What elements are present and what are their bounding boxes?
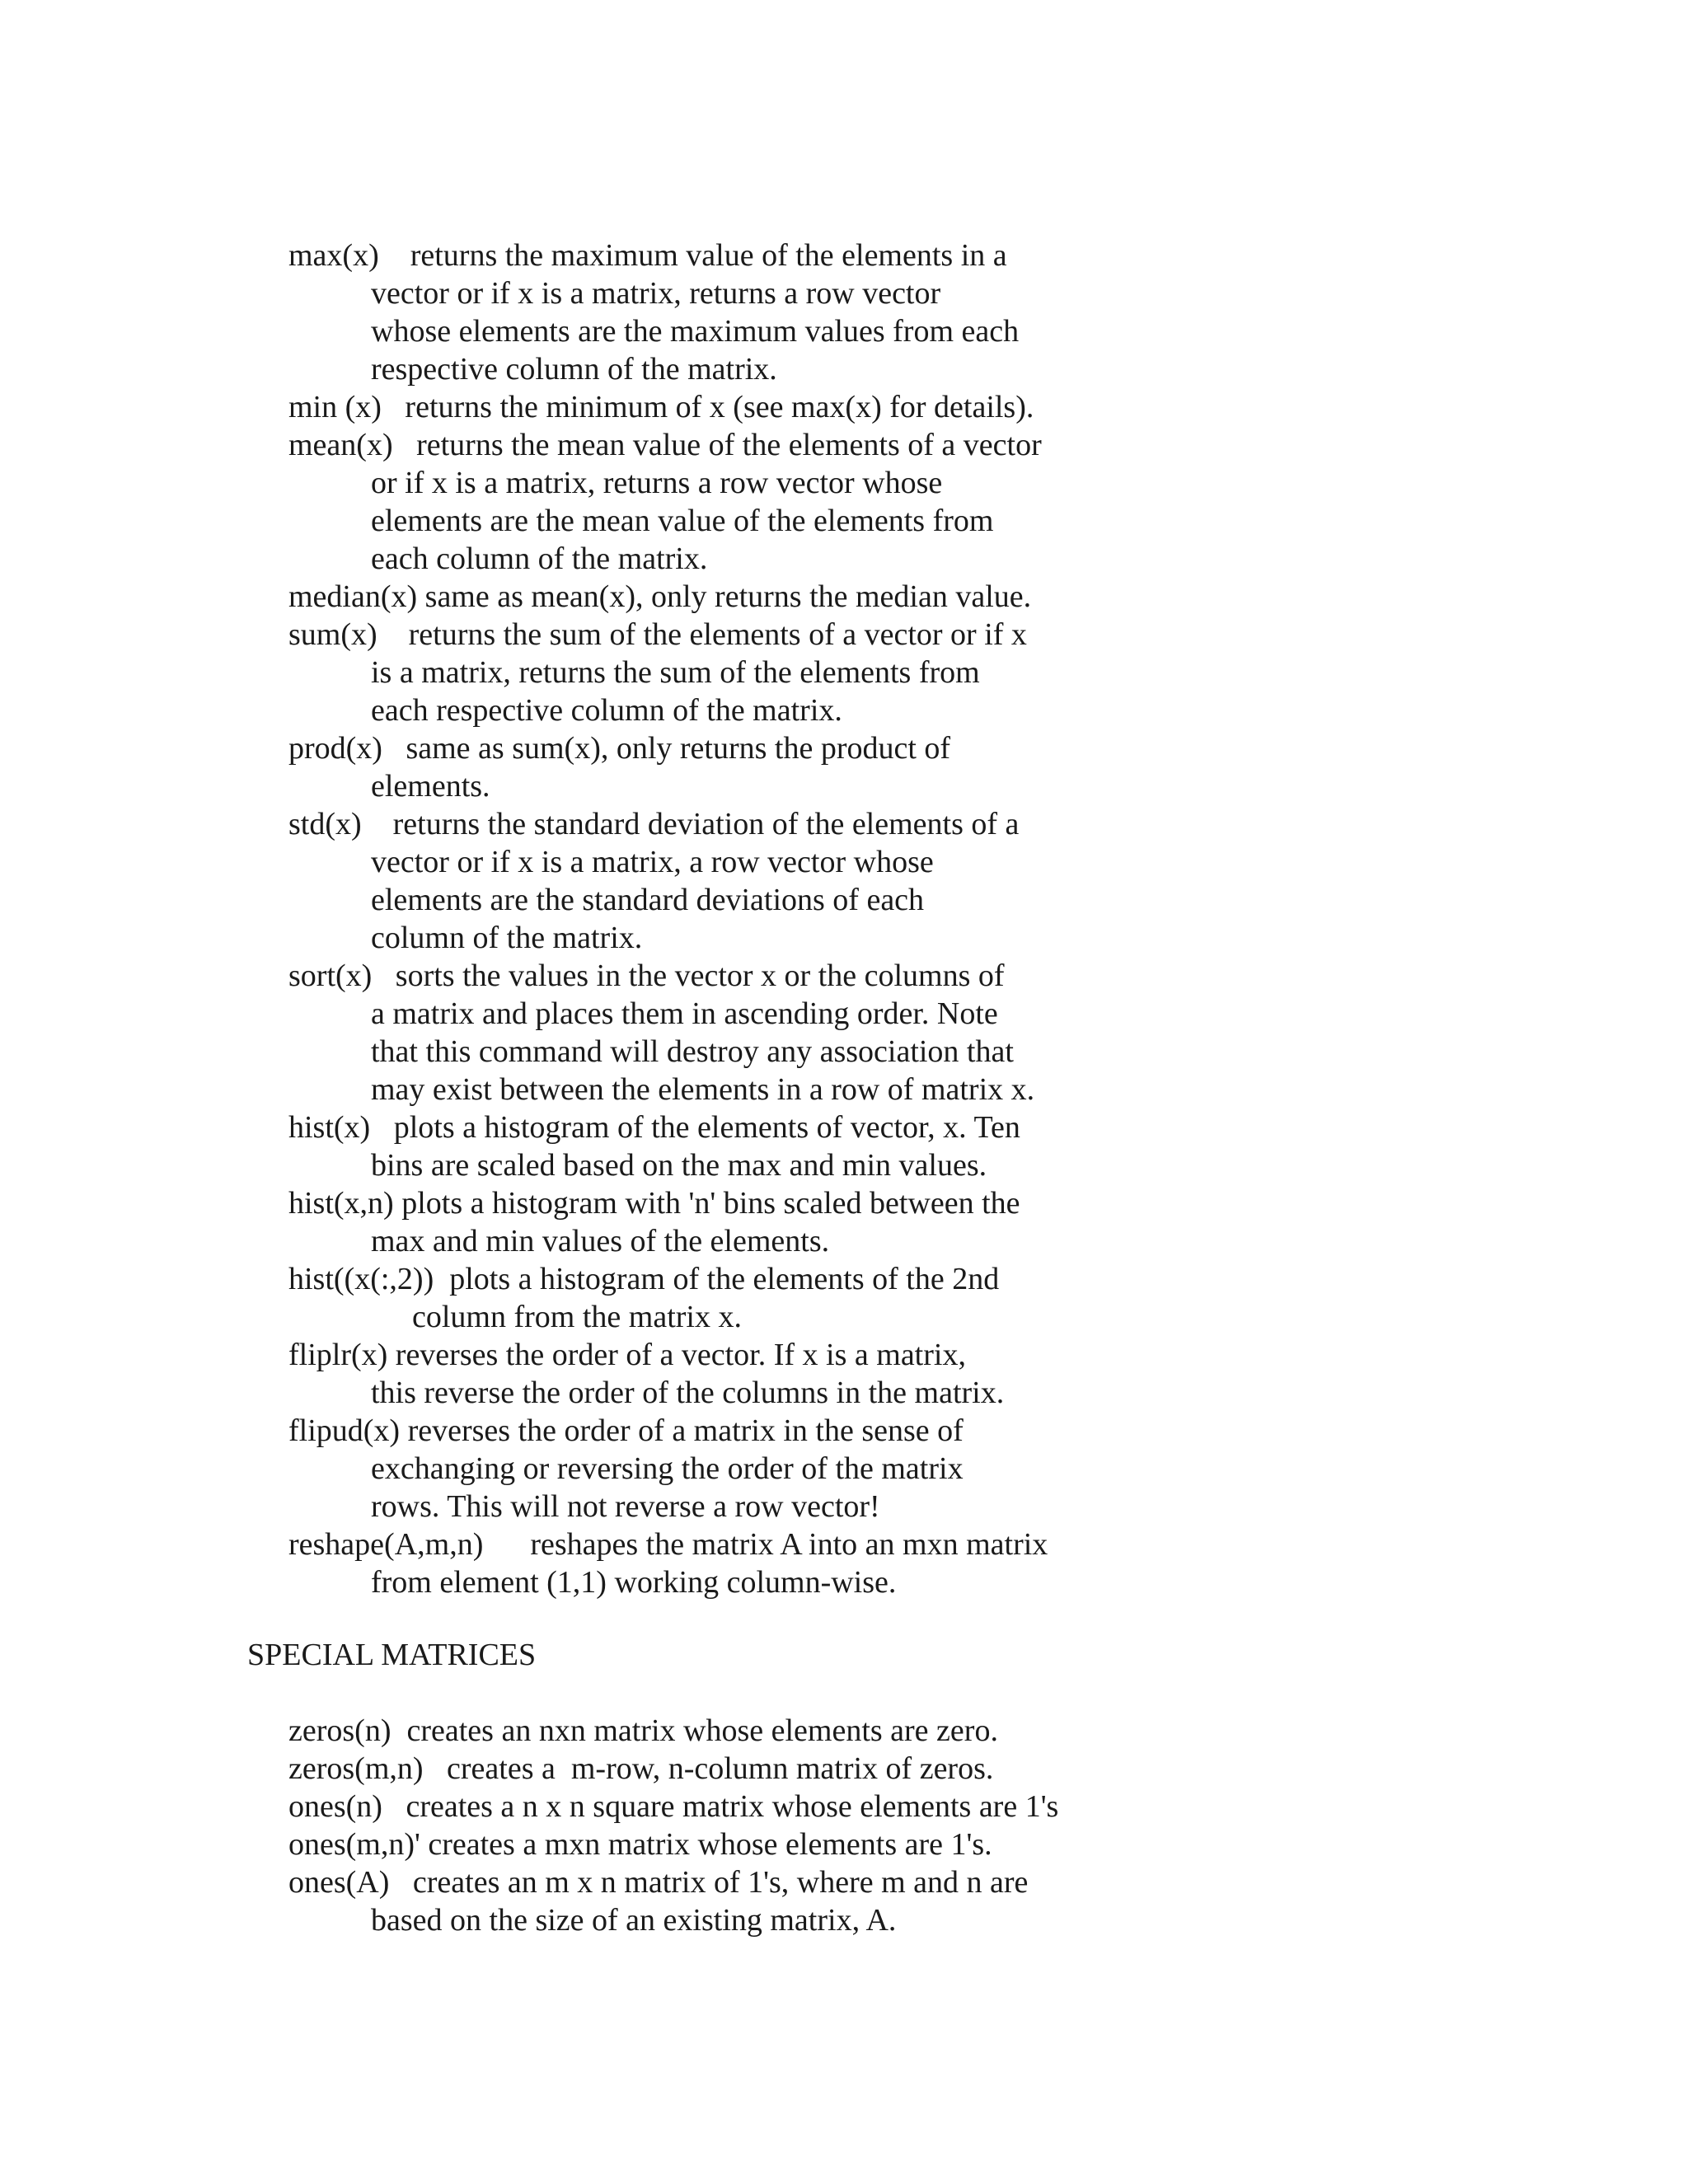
- entry-max: [288, 237, 1607, 388]
- entry-line: vector or if x is a matrix, a row vector whose: [371, 845, 934, 879]
- entry-fliplr: [288, 1336, 1607, 1412]
- entry-line: column from the matrix x.: [412, 1300, 742, 1334]
- entry-line: a matrix and places them in ascending order. Note: [371, 996, 998, 1031]
- entry-line: respective column of the matrix.: [371, 352, 777, 387]
- function-list: [288, 237, 1607, 1601]
- entry-line: ones(A) creates an m x n matrix of 1's, where m and n are: [288, 1865, 1029, 1900]
- entry-zeros-mn: [288, 1750, 1607, 1788]
- entry-line: max(x) returns the maximum value of the elements in a: [288, 238, 1007, 273]
- entry-line: rows. This will not reverse a row vector!: [371, 1489, 880, 1524]
- entry-line: or if x is a matrix, returns a row vector whose: [371, 466, 943, 500]
- entry-line: sum(x) returns the sum of the elements of a vector or if x: [288, 617, 1027, 652]
- entry-min: [288, 388, 1607, 426]
- entry-std: [288, 805, 1607, 957]
- entry-line: column of the matrix.: [371, 921, 643, 955]
- entry-line: ones(n) creates a n x n square matrix whose elements are 1's: [288, 1789, 1059, 1824]
- entry-reshape: [288, 1526, 1607, 1601]
- entry-line: this reverse the order of the columns in the matrix.: [371, 1376, 1005, 1410]
- entry-ones-n: [288, 1788, 1607, 1825]
- entry-ones-mn: [288, 1825, 1607, 1863]
- entry-line: flipud(x) reverses the order of a matrix in the sense of: [288, 1413, 964, 1448]
- entry-line: sort(x) sorts the values in the vector x or the columns of: [288, 958, 1005, 993]
- entry-line: zeros(n) creates an nxn matrix whose elements are zero.: [288, 1713, 998, 1748]
- entry-line: bins are scaled based on the max and min values.: [371, 1148, 987, 1183]
- entry-line: each respective column of the matrix.: [371, 693, 842, 728]
- entry-line: mean(x) returns the mean value of the elements of a vector: [288, 428, 1042, 462]
- entry-line: elements.: [371, 769, 490, 804]
- entry-line: elements are the standard deviations of each: [371, 883, 925, 917]
- entry-line: that this command will destroy any association that: [371, 1034, 1014, 1069]
- entry-line: prod(x) same as sum(x), only returns the product of: [288, 731, 951, 766]
- entry-line: vector or if x is a matrix, returns a row vector: [371, 276, 941, 311]
- entry-line: elements are the mean value of the elements from: [371, 504, 994, 538]
- entry-median: [288, 578, 1607, 616]
- entry-sum: [288, 616, 1607, 729]
- entry-line: hist(x) plots a histogram of the elements of vector, x. Ten: [288, 1110, 1020, 1145]
- entry-line: min (x) returns the minimum of x (see max(x) for details).: [288, 390, 1034, 424]
- entry-line: reshape(A,m,n) reshapes the matrix A into an mxn matrix: [288, 1527, 1048, 1562]
- entry-line: std(x) returns the standard deviation of the elements of a: [288, 807, 1020, 841]
- entry-mean: [288, 426, 1607, 578]
- entry-hist: [288, 1108, 1607, 1184]
- entry-line: from element (1,1) working column-wise.: [371, 1565, 897, 1600]
- entry-ones-a: [288, 1863, 1607, 1939]
- entry-line: fliplr(x) reverses the order of a vector. If x is a matrix,: [288, 1338, 966, 1372]
- entry-sort: [288, 957, 1607, 1108]
- entry-line: is a matrix, returns the sum of the elements from: [371, 655, 980, 690]
- entry-line: ones(m,n)' creates a mxn matrix whose elements are 1's.: [288, 1827, 992, 1862]
- special-matrices-list: [288, 1712, 1607, 1939]
- entry-line: may exist between the elements in a row of matrix x.: [371, 1072, 1035, 1107]
- entry-line: whose elements are the maximum values from each: [371, 314, 1020, 349]
- entry-line: max and min values of the elements.: [371, 1224, 830, 1258]
- entry-line: exchanging or reversing the order of the matrix: [371, 1451, 964, 1486]
- entry-line: hist((x(:,2)) plots a histogram of the elements of the 2nd: [288, 1262, 1000, 1296]
- entry-line: median(x) same as mean(x), only returns the median value.: [288, 579, 1032, 614]
- entry-zeros-n: [288, 1712, 1607, 1750]
- entry-hist-column: [288, 1260, 1607, 1336]
- entry-line: based on the size of an existing matrix, A.: [371, 1903, 897, 1938]
- entry-prod: [288, 729, 1607, 805]
- entry-hist-n: [288, 1184, 1607, 1260]
- entry-line: hist(x,n) plots a histogram with 'n' bins scaled between the: [288, 1186, 1020, 1221]
- entry-flipud: [288, 1412, 1607, 1526]
- entry-line: each column of the matrix.: [371, 541, 708, 576]
- section-heading: SPECIAL MATRICES: [247, 1638, 537, 1672]
- entry-line: zeros(m,n) creates a m-row, n-column matrix of zeros.: [288, 1751, 994, 1786]
